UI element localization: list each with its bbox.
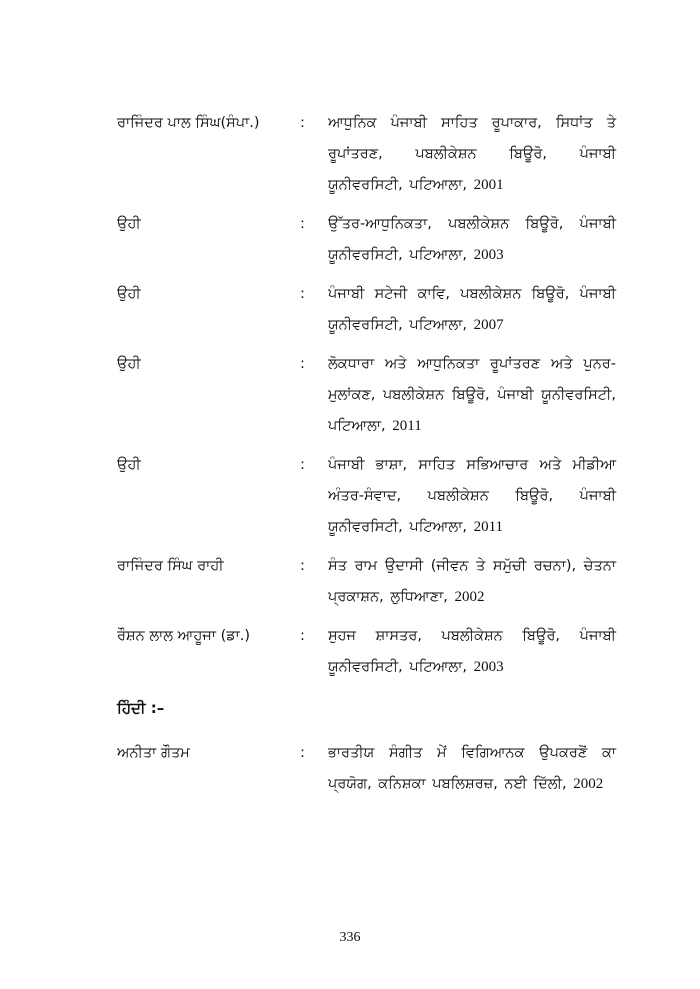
entry-year: 2011 [392,418,422,434]
entry-reference [328,738,616,800]
entry-author: ਉਹੀ [117,216,141,232]
entry-year: 2011 [473,519,504,535]
entry-year: 2003 [473,659,504,675]
entry-separator: : [300,216,305,232]
entry-separator: : [300,115,305,131]
entry-text: ਭਾਰਤੀਯ ਸੰਗੀਤ ਮੇਂ ਵਿਗਿਆਨਕ ਉਪਕਰਣੋਂ ਕਾ ਪ੍ਰਯੋਗ, ਕਨਿਸ਼ਕਾ ਪਬਲਿਸ਼ਰਜ਼, ਨਈ ਦਿੱਲੀ, [328,745,616,792]
entry-year: 2002 [454,589,485,605]
entry-reference [328,209,616,271]
bibliography-entry [117,738,617,800]
entry-text: ਆਧੁਨਿਕ ਪੰਜਾਬੀ ਸਾਹਿਤ ਰੂਪਾਕਾਰ, ਸਿਧਾਂਤ ਤੇ ਰੂਪਾਂਤਰਣ, ਪਬਲੀਕੇਸ਼ਨ ਬਿਊਰੋ, ਪੰਜਾਬੀ ਯੂਨੀਵਰਸਿਟੀ, ਪਟਿਆਲਾ, [328,115,616,193]
entry-author: ਉਹੀ [117,457,141,473]
entry-separator: : [300,558,305,574]
entry-reference [328,349,616,442]
entry-reference [328,279,616,341]
entry-text: ਪੰਜਾਬੀ ਸਟੇਜੀ ਕਾਵਿ, ਪਬਲੀਕੇਸ਼ਨ ਬਿਊਰੋ, ਪੰਜਾਬੀ ਯੂਨੀਵਰਸਿਟੀ, ਪਟਿਆਲਾ, [328,286,616,333]
entry-separator: : [300,286,305,302]
entry-separator: : [300,628,305,644]
bibliography-entry [117,450,617,543]
entry-author: ਰੌਸ਼ਨ ਲਾਲ ਆਹੂਜਾ (ਡਾ.) [117,628,251,644]
entry-text: ਸੁਹਜ ਸ਼ਾਸਤਰ, ਪਬਲੀਕੇਸ਼ਨ ਬਿਊਰੋ, ਪੰਜਾਬੀ ਯੂਨੀਵਰਸਿਟੀ, ਪਟਿਆਲਾ, [328,628,616,675]
entry-text: ਉੱਤਰ-ਆਧੁਨਿਕਤਾ, ਪਬਲੀਕੇਸ਼ਨ ਬਿਊਰੋ, ਪੰਜਾਬੀ ਯੂਨੀਵਰਸਿਟੀ, ਪਟਿਆਲਾ, [328,216,616,263]
entry-year: 2003 [473,247,504,263]
bibliography-entry [117,349,617,442]
bibliography-entry [117,209,617,271]
bibliography-entry [117,621,617,683]
page-number: 336 [339,930,361,945]
entry-separator: : [300,745,305,761]
entry-reference [328,621,616,683]
entry-author: ਰਾਜਿੰਦਰ ਪਾਲ ਸਿੰਘ(ਸੰਪਾ.) [117,115,260,131]
bibliography-entry [117,108,617,201]
bibliography-entry [117,551,617,613]
entry-separator: : [300,457,305,473]
entry-author: ਉਹੀ [117,356,141,372]
bibliography-entry [117,279,617,341]
entry-text: ਲੋਕਧਾਰਾ ਅਤੇ ਆਧੁਨਿਕਤਾ ਰੂਪਾਂਤਰਣ ਅਤੇ ਪੁਨਰ-ਮੁਲਾਂਕਣ, ਪਬਲੀਕੇਸ਼ਨ ਬਿਊਰੋ, ਪੰਜਾਬੀ ਯੂਨੀਵਰਸਿਟੀ, ਪਟਿਆਲਾ, [328,356,616,434]
entry-text: ਪੰਜਾਬੀ ਭਾਸ਼ਾ, ਸਾਹਿਤ ਸਭਿਆਚਾਰ ਅਤੇ ਮੀਡੀਆ ਅੰਤਰ-ਸੰਵਾਦ, ਪਬਲੀਕੇਸ਼ਨ ਬਿਊਰੋ, ਪੰਜਾਬੀ ਯੂਨੀਵਰਸਿਟੀ, ਪਟਿਆਲਾ, [328,457,616,535]
entry-reference [328,108,616,201]
entry-author: ਅਨੀਤਾ ਗੌਤਮ [117,745,190,761]
entry-author: ਉਹੀ [117,286,141,302]
entry-year: 2002 [573,776,604,792]
entry-reference [328,551,616,613]
bibliography [117,108,617,800]
entry-author: ਰਾਜਿੰਦਰ ਸਿੰਘ ਰਾਹੀ [117,558,224,574]
entry-reference [328,450,616,543]
entry-text: ਸੰਤ ਰਾਮ ਉਦਾਸੀ (ਜੀਵਨ ਤੇ ਸਮੁੱਚੀ ਰਚਨਾ), ਚੇਤਨਾ ਪ੍ਰਕਾਸ਼ਨ, ਲੁਧਿਆਣਾ, [328,558,616,605]
entry-separator: : [300,356,305,372]
section-heading-hindi: ਹਿੰਦੀ :– [117,699,165,717]
entry-year: 2001 [473,177,504,193]
entry-year: 2007 [473,317,504,333]
